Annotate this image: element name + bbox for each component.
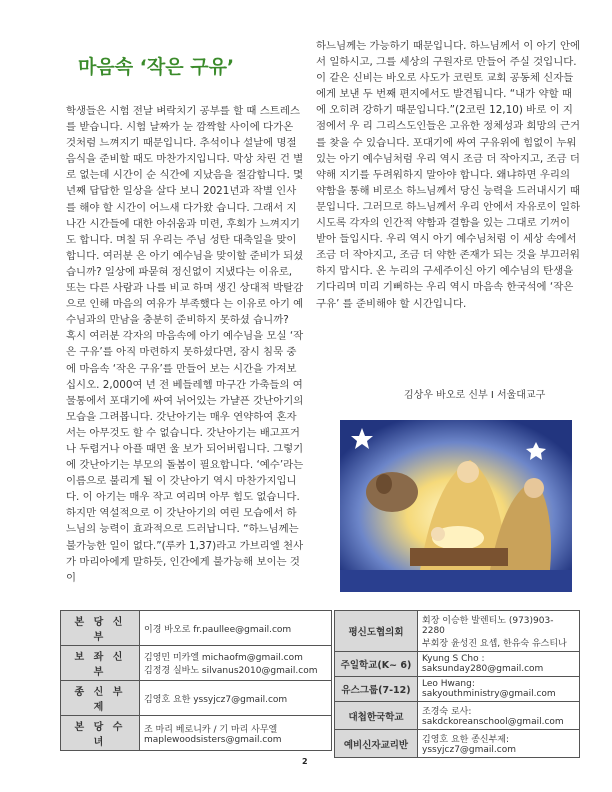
table-row: [335, 652, 580, 677]
row-value: [418, 702, 580, 730]
author-signature: 김상우 바오로 신부 I 서울대교구: [404, 390, 546, 401]
contact-line: sakdckoreanschool@gmail.com: [422, 717, 564, 727]
contact-line: 이경 바오로 fr.paullee@gmail.com: [144, 624, 292, 635]
contact-line: maplewoodsisters@gmail.com: [144, 734, 282, 745]
row-label: 본 당 신 부: [61, 611, 140, 646]
contact-line: 김정경 실바노 silvanus2010@gmail.com: [144, 666, 318, 676]
article-right-column: [316, 38, 580, 312]
contact-line: 조 마리 베로니카 / 기 마리 사무엘: [144, 724, 278, 735]
contact-line: Kyung S Cho : saksunday280@gmail.com: [422, 654, 544, 674]
manger-figure: [410, 548, 508, 566]
row-label: 유스그룹(7-12): [335, 677, 418, 702]
contact-line: 김영민 미카엘 michaofm@gmail.com: [144, 653, 303, 663]
parish-groups-table: [334, 610, 580, 758]
table-row: [61, 681, 332, 716]
contact-line: 회장 이승한 발렌티노 (973)903-2280: [422, 616, 554, 636]
table-row: [335, 702, 580, 730]
nativity-painting: [340, 420, 572, 592]
contact-line: 김영호 요한 yssyjcz7@gmail.com: [144, 694, 288, 705]
row-label: 본 당 수 녀: [61, 716, 140, 751]
row-label: 대첩한국학교: [335, 702, 418, 730]
row-label: 예비신자교리반: [335, 730, 418, 758]
row-value: [140, 646, 332, 681]
article-paragraph: 혹시 여러분 각자의 마음속에 아기 예수님을 모실 ‘작은 구유’를 아직 마련하지 못하셨다면, 잠시 침묵 중에 마음속 ‘작은 구유’를 만들어 보는 시간을 가져보십시오. 2,000여 년 전 베들레헴 마구간 가축들의 여물통에서 포대기에 싸여 뉘어있는 가냘픈 갓난아기의 모습을 그려봅니다. 갓난아기는 매우 연약하여 혼자서는 아무것도 할 수 없습니다. 갓난아기는 배고프거나 두렵거나 아플 때면 울 보가 되어버립니다. 그렇기에 갓난아기는 부모의 돌봄이 필요합니다. ‘예수’라는 이름으로 불리게 될 이 갓난아기 역시 마찬가지입니다. 이 아기는 매우 작고 여리며 아무 힘도 없습니다. 하지만 역설적으로 이 갓난아기의 여린 모습에서 하느님의 능력이 효과적으로 드러납니다. “하느님께는 불가능한 일이 없다.”(루카 1,37)라고 가브리엘 천사가 마리아에게 말하듯, 인간에게 불가능해 보이는 것이: [66, 330, 304, 584]
contact-line: 부회장 윤성진 요셉, 한유숙 유스티나: [422, 639, 567, 649]
article-paragraph: 학생들은 시험 전날 벼락치기 공부를 할 때 스트레스를 받습니다. 시험 날짜가 눈 깜짝할 사이에 다가온 것처럼 느껴지기 때문입니다. 추석이나 설날에 명절 음식을 준비할 때도 마찬가지입니다. 막상 차린 건 별로 없는데 시간이 순 식간에 지났음을 절감합니다. 몇 년째 답답한 일상을 살다 보니 2021년과 작별 인사를 해야 할 시간이 어느새 다가왔 습니다. 그래서 지나간 시간들에 대한 아쉬움과 미련, 후회가 느껴지기도 합니다. 며칠 뒤 우리는 주님 성탄 대축일을 맞이합니다. 여러분 은 아기 예수님을 맞이할 준비가 되셨습니까? 일상에 파묻혀 정신없이 지냈다는 이유로, 또는 다른 사람과 나를 비교 하며 생긴 상대적 박탈감으로 인해 마음의 여유가 부족했다 는 이유로 아기 예수님과의 만남을 충분히 준비하지 못하셨 습니까?: [66, 105, 304, 327]
table-row: [335, 611, 580, 652]
row-label: 주일학교(K~ 6): [335, 652, 418, 677]
row-value: [418, 677, 580, 702]
article-title: 마음속 ‘작은 구유’: [78, 56, 235, 78]
article-left-column: [66, 103, 304, 586]
row-label: 평신도협의회: [335, 611, 418, 652]
row-value: [140, 716, 332, 751]
page-number: 2: [302, 757, 308, 766]
table-row: [61, 646, 332, 681]
row-value: [140, 611, 332, 646]
table-row: [61, 716, 332, 751]
row-label: 종 신 부 제: [61, 681, 140, 716]
row-value: [418, 730, 580, 758]
table-row: [335, 730, 580, 758]
article-paragraph: 하느님께는 가능하기 때문입니다. 하느님께서 이 아기 안에서 일하시고, 그를 세상의 구원자로 만들어 주실 것입니다. 이 같은 신비는 바오로 사도가 코린토 교회 공동체 신자들에게 보낸 두 번째 편지에서도 발견됩니다. “내가 약할 때에 오히려 강하기 때문입니다.”(2코린 12,10) 바로 이 지점에서 우 리 그리스도인들은 고유한 정체성과 희망의 근거를 찾을 수 있습니다. 포대기에 싸여 구유위에 힘없이 누워있는 아기 예수님처럼 우리 역시 조금 더 작아지고, 조금 더 약해 지기를 두려워하지 말아야 합니다. 왜냐하면 우리의 약함을 통해 비로소 하느님께서 당신 능력을 드러내시기 때문입니다. 그러므로 하느님께서 우리 안에서 자유로이 일하시도록 각자의 인간적 약함과 결함을 있는 그대로 기꺼이 받아 들입시다. 우리 역시 아기 예수님처럼 이 세상 속에서 조금 더 작아지고, 조금 더 약한 존재가 되는 것을 부끄러워하지 맙시다. 온 누리의 구세주이신 아기 예수님의 탄생을 기다리며 미리 기뻐하는 우리 역시 마음속 한국석에 ‘작은 구유’ 를 준비해야 할 시간입니다.: [316, 40, 581, 310]
table-row: [335, 677, 580, 702]
contact-line: 조경숙 로사:: [422, 707, 472, 717]
contact-line: yssyjcz7@gmail.com: [422, 745, 517, 755]
row-value: [418, 611, 580, 652]
contact-line: 김영호 요한 종신부제:: [422, 735, 510, 745]
row-value: [418, 652, 580, 677]
row-value: [140, 681, 332, 716]
ox-figure: [366, 472, 418, 512]
parish-staff-table: [60, 610, 332, 751]
table-row: [61, 611, 332, 646]
row-label: 보 좌 신 부: [61, 646, 140, 681]
contact-line: Leo Hwang: sakyouthministry@gmail.com: [422, 679, 556, 699]
